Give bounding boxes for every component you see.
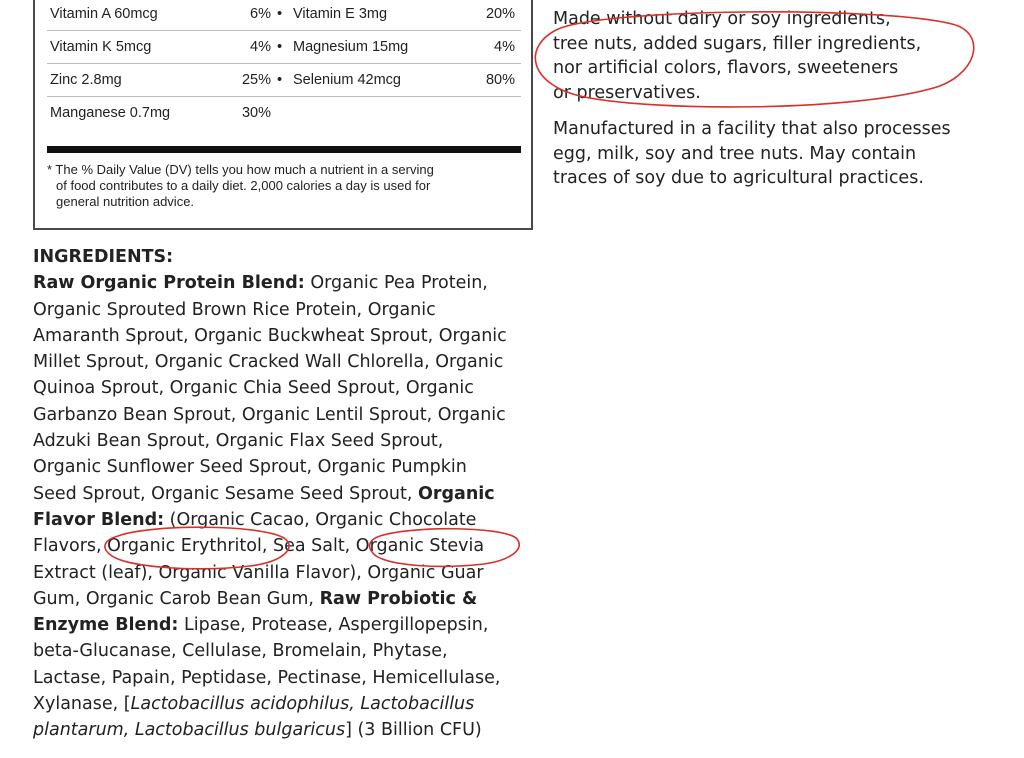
ingredient-line <box>33 507 553 533</box>
nutrient-daily-value: 30% <box>241 105 271 121</box>
ingredient-line <box>33 586 553 612</box>
ingredient-line: Organic Sprouted Brown Rice Protein, Organic <box>33 299 436 320</box>
footnote-line: of food contributes to a daily diet. 2,000 calories a day is used for <box>56 178 431 193</box>
ingredient-line: Amaranth Sprout, Organic Buckwheat Sprout, Organic <box>33 325 507 346</box>
nutrient-name: Magnesium 15mg <box>293 39 409 55</box>
nutrient-daily-value: 80% <box>485 72 515 88</box>
bullet-separator: • <box>277 6 283 22</box>
nutrient-name: Vitamin K 5mcg <box>50 39 152 55</box>
ingredient-text: Gum, Organic Carob Bean Gum, <box>33 588 320 609</box>
allergen-line: or preservatives. <box>553 82 701 103</box>
footnote-line: general nutrition advice. <box>56 194 195 209</box>
ingredient-line <box>33 612 553 638</box>
ingredient-line: Garbanzo Bean Sprout, Organic Lentil Sprout, Organic <box>33 404 506 425</box>
ingredient-line: Adzuki Bean Sprout, Organic Flax Seed Sprout, <box>33 431 444 452</box>
nutrient-row <box>47 31 521 64</box>
blend-name: Enzyme Blend: <box>33 615 179 636</box>
nutrient-daily-value: 4% <box>250 39 271 55</box>
blend-name: Organic <box>417 483 495 504</box>
allergen-line: nor artificial colors, flavors, sweeteners <box>553 58 899 78</box>
probiotic-strain-names: Lactobacillus acidophilus, Lactobacillus <box>130 694 475 715</box>
nutrient-rows <box>47 0 521 129</box>
ingredient-text: Lipase, Protease, Aspergillopepsin, <box>178 615 489 636</box>
ingredient-line: Extract (leaf), Organic Vanilla Flavor), Organic Guar <box>33 562 484 583</box>
nutrient-name: Zinc 2.8mg <box>50 72 122 88</box>
facility-line: traces of soy due to agricultural practices. <box>553 168 924 188</box>
ingredients-heading <box>33 244 553 270</box>
ingredient-line: Quinoa Sprout, Organic Chia Seed Sprout, Organic <box>33 378 474 399</box>
ingredient-line: Organic Sunflower Seed Sprout, Organic Pumpkin <box>33 457 467 478</box>
ingredient-line <box>33 270 553 296</box>
nutrient-name: Vitamin A 60mcg <box>50 6 158 22</box>
blend-name: Flavor Blend: <box>33 509 165 530</box>
nutrient-name: Vitamin E 3mg <box>293 6 388 22</box>
facility-line: egg, milk, soy and tree nuts. May contain <box>553 143 917 164</box>
nutrient-row <box>47 0 521 31</box>
facility-line: Manufactured in a facility that also processes <box>553 119 951 139</box>
blend-name: Raw Organic Protein Blend: <box>33 273 305 294</box>
nutrient-row <box>47 97 521 129</box>
ingredient-line: Lactase, Papain, Peptidase, Pectinase, Hemicellulase, <box>33 667 501 688</box>
nutrient-name: Selenium 42mcg <box>293 72 401 88</box>
allergen-statement <box>553 7 1018 191</box>
section-divider-bar <box>47 146 521 153</box>
daily-value-footnote <box>47 162 521 210</box>
nutrition-facts-panel <box>33 0 533 230</box>
ingredient-line: Millet Sprout, Organic Cracked Wall Chlorella, Organic <box>33 352 504 373</box>
nutrient-row <box>47 64 521 97</box>
ingredient-line: beta-Glucanase, Cellulase, Bromelain, Phytase, <box>33 641 448 662</box>
allergen-line: tree nuts, added sugars, filler ingredients, <box>553 33 922 54</box>
ingredient-text: (Organic Cacao, Organic Chocolate <box>164 509 477 530</box>
probiotic-strain-names: plantarum, Lactobacillus bulgaricus <box>33 720 346 741</box>
nutrient-daily-value: 20% <box>485 6 515 22</box>
nutrient-daily-value: 25% <box>241 72 271 88</box>
ingredient-text: Xylanase, [ <box>33 694 131 715</box>
ingredients-heading-text: INGREDIENTS: <box>33 247 174 267</box>
ingredient-text: Organic Pea Protein, <box>304 273 488 294</box>
nutrient-daily-value: 6% <box>250 6 271 22</box>
footnote-line: * The % Daily Value (DV) tells you how much a nutrient in a serving <box>47 162 434 177</box>
ingredient-line <box>33 481 553 507</box>
ingredient-line <box>33 691 553 717</box>
nutrient-daily-value: 4% <box>494 39 515 55</box>
ingredients-section <box>33 244 553 744</box>
bullet-separator: • <box>277 39 283 55</box>
nutrient-name: Manganese 0.7mg <box>50 105 171 121</box>
blend-name: Raw Probiotic & <box>319 588 478 609</box>
bullet-separator: • <box>277 72 283 88</box>
ingredient-text: Seed Sprout, Organic Sesame Seed Sprout, <box>33 483 418 504</box>
ingredient-line: Flavors, Organic Erythritol, Sea Salt, Organic Stevia <box>33 536 485 557</box>
ingredient-text: ] (3 Billion CFU) <box>345 720 482 741</box>
ingredient-line <box>33 717 553 743</box>
allergen-line: Made without dairy or soy ingredients, <box>553 9 891 29</box>
